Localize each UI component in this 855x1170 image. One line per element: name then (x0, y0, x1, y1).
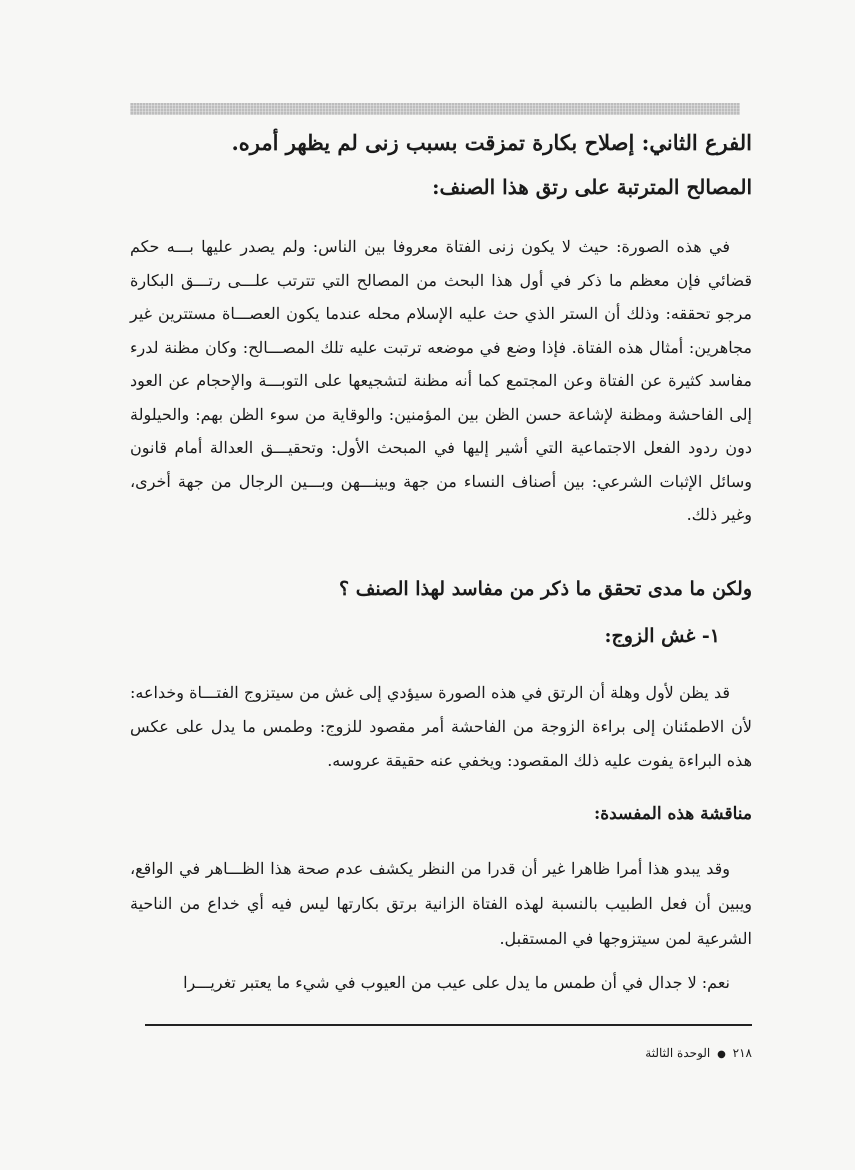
benefits-heading: المصالح المترتبة على رتق هذا الصنف: (432, 175, 752, 199)
question-heading: ولكن ما مدى تحقق ما ذكر من مفاسد لهذا الصنف ؟ (339, 578, 752, 600)
page-number: ٢١٨ (732, 1046, 752, 1060)
unit-title: الوحدة الثالثة (645, 1046, 711, 1060)
paragraph (130, 676, 752, 778)
page-footer (645, 1044, 752, 1064)
paragraph (130, 966, 752, 1000)
paragraph-text: في هذه الصورة: حيث لا يكون زنى الفتاة معروفا بين الناس: ولم يصدر عليها بـــه حكم قضائي فإن معظم ما ذكر في أول هذا البحث من المصالح التي تترتب علـــى رتـــق البكارة مرجو تحققه: وذلك أن الستر الذي حث عليه الإسلام محله عندما يكون العصـــاة مستترين غير مجاهرين: أمثال هذه الفتاة. فإذا وضع في موضعه ترتبت عليه تلك المصـــالح: وكان مظنة لدرء مفاسد كثيرة عن الفتاة وعن المجتمع كما أنه مظنة لتشجيعها على التوبـــة والإحجام عن العود إلى الفاحشة ومظنة لإشاعة حسن الظن بين المؤمنين: والوقاية من سوء الظن بهم: والحيلولة دون ردود الفعل الاجتماعية التي أشير إليها في المبحث الأول: وتحقيـــق العدالة أمام قانون وسائل الإثبات الشرعي: بين أصناف النساء من جهة وبينـــهن وبـــين الرجال من جهة أخرى، وغير ذلك. (130, 237, 753, 524)
header-texture-band (130, 103, 740, 115)
paragraph (130, 230, 752, 532)
branch-heading: الفرع الثاني: إصلاح بكارة تمزقت بسبب زنى لم يظهر أمره. (231, 130, 752, 155)
paragraph-text: قد يظن لأول وهلة أن الرتق في هذه الصورة سيؤدي إلى غش من سيتزوج الفتـــاة وخداعه: لأن الاطمئنان إلى براءة الزوجة من الفاحشة أمر مقصود للزوج: وطمس ما يدل على عكس هذه البراءة يفوت عليه ذلك المقصود: ويخفي عنه حقيقة عروسه. (130, 683, 752, 770)
bullet-icon: ● (717, 1049, 726, 1060)
paragraph-text: نعم: لا جدال في أن طمس ما يدل على عيب من العيوب في شيء ما يعتبر تغريـــرا (183, 973, 730, 992)
paragraph-text: وقد يبدو هذا أمرا ظاهرا غير أن قدرا من النظر يكشف عدم صحة هذا الظـــاهر في الواقع، ويبين أن فعل الطبيب بالنسبة لهذه الفتاة الزانية برتق بكارتها ليس فيه أي خداع من الناحية الشرعية لمن سيتزوجها في المستقبل. (130, 859, 753, 948)
paragraph (130, 851, 752, 956)
discussion-heading: مناقشة هذه المفسدة: (593, 804, 752, 824)
subheading-husband-deception: ١- غش الزوج: (604, 625, 720, 647)
footer-divider (145, 1024, 752, 1026)
